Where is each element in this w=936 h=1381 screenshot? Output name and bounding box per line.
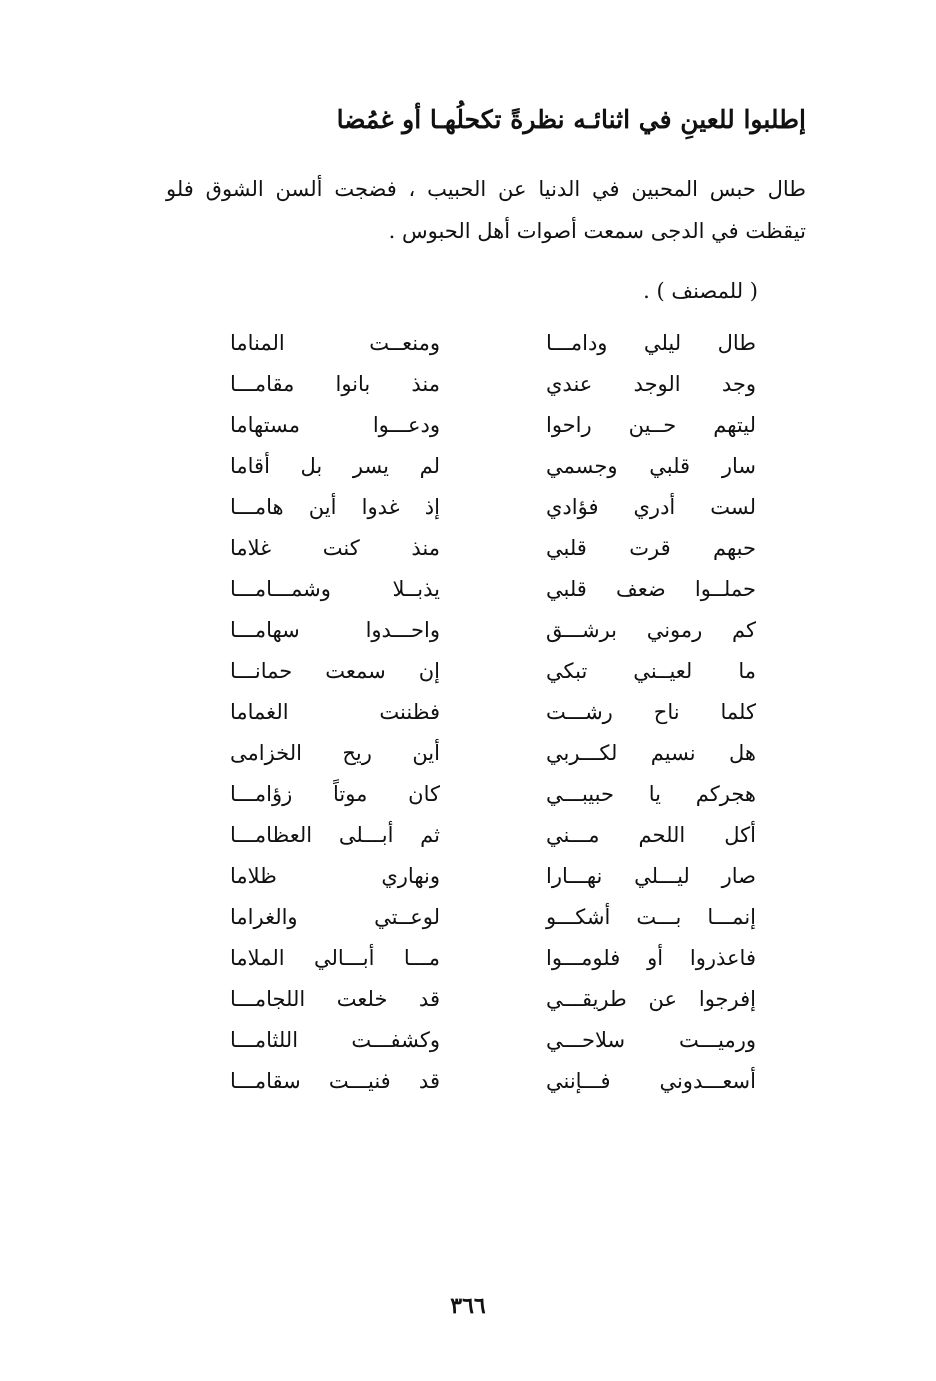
poem-title: إطلبوا للعينِ في اثنائـه نظرةً تكحلُهـا أو غمُضا xyxy=(336,105,806,134)
intro-paragraph: طال حبس المحبين في الدنيا عن الحبيب ، فضجت ألسن الشوق فلو تيقظت في الدجى سمعت أصوات أهل الحبوس . xyxy=(166,177,806,243)
verse-first-hemistich: فاعذروا أو فلومـــوا xyxy=(546,946,756,970)
verse-first-hemistich: ما لعيــني تبكي xyxy=(546,659,756,683)
verse-second-hemistich: ودعـــوا مستهاما xyxy=(230,413,440,437)
verse-first-hemistich: طال ليلي ودامـــا xyxy=(546,331,756,355)
verse-first-hemistich: حبهم قرت قلبي xyxy=(546,536,756,560)
verse-first-hemistich: هجركم يا حبيبـــي xyxy=(546,782,756,806)
verse-first-hemistich: لست أدري فؤادي xyxy=(546,495,756,519)
verse-second-hemistich: قد فنيـــت سقامـــا xyxy=(230,1069,440,1093)
poem xyxy=(0,323,936,1103)
verse-line xyxy=(0,938,936,979)
verse-second-hemistich: واحـــدوا سهامـــا xyxy=(230,618,440,642)
verse-second-hemistich: وكشفـــت اللثامـــا xyxy=(230,1028,440,1052)
verse-line xyxy=(0,323,936,364)
verse-line xyxy=(0,856,936,897)
attribution: ( للمصنف ) . xyxy=(643,279,758,303)
verse-line xyxy=(0,528,936,569)
verse-second-hemistich: قد خلعت اللجامـــا xyxy=(230,987,440,1011)
verse-line xyxy=(0,651,936,692)
verse-line xyxy=(0,364,936,405)
verse-first-hemistich: أكل اللحم مـــني xyxy=(546,823,756,847)
verse-second-hemistich: ثم أبـــلى العظامـــا xyxy=(230,823,440,847)
verse-first-hemistich: ورميـــت سلاحـــي xyxy=(546,1028,756,1052)
verse-first-hemistich: وجد الوجد عندي xyxy=(546,372,756,396)
verse-first-hemistich: كم رموني برشـــق xyxy=(546,618,756,642)
verse-second-hemistich: لوعــتي والغراما xyxy=(230,905,440,929)
verse-line xyxy=(0,446,936,487)
verse-line xyxy=(0,1020,936,1061)
verse-second-hemistich: مـــا أبـــالي الملاما xyxy=(230,946,440,970)
verse-second-hemistich: أين ريح الخزامى xyxy=(230,741,440,765)
verse-first-hemistich: كلما ناح رشـــت xyxy=(546,700,756,724)
verse-line xyxy=(0,610,936,651)
verse-second-hemistich: كان موتاً زؤامـــا xyxy=(230,782,440,806)
verse-second-hemistich: يذبــلا وشمـــامـــا xyxy=(230,577,440,601)
verse-second-hemistich: إذ غدوا أين هامـــا xyxy=(230,495,440,519)
verse-line xyxy=(0,569,936,610)
verse-first-hemistich: حملــوا ضعف قلبي xyxy=(546,577,756,601)
verse-first-hemistich: سار قلبي وجسمي xyxy=(546,454,756,478)
verse-line xyxy=(0,897,936,938)
verse-line xyxy=(0,774,936,815)
verse-second-hemistich: منذ كنت غلاما xyxy=(230,536,440,560)
verse-second-hemistich: فظننت الغماما xyxy=(230,700,440,724)
verse-first-hemistich: ليتهم حــين راحوا xyxy=(546,413,756,437)
verse-line xyxy=(0,815,936,856)
verse-line xyxy=(0,405,936,446)
verse-first-hemistich: هل نسيم لكـــربي xyxy=(546,741,756,765)
verse-second-hemistich: لم يسر بل أقاما xyxy=(230,454,440,478)
page-number: ٣٦٦ xyxy=(450,1293,486,1319)
verse-line xyxy=(0,979,936,1020)
verse-first-hemistich: صار ليـــلي نهـــارا xyxy=(546,864,756,888)
verse-first-hemistich: أسعـــدوني فـــإنني xyxy=(546,1069,756,1093)
verse-second-hemistich: ومنعــت المناما xyxy=(230,331,440,355)
verse-first-hemistich: إنمـــا بـــت أشكـــو xyxy=(546,905,756,929)
verse-first-hemistich: إفرجوا عن طريقـــي xyxy=(546,987,756,1011)
verse-line xyxy=(0,487,936,528)
verse-second-hemistich: ونهاري ظلاما xyxy=(230,864,440,888)
verse-line xyxy=(0,692,936,733)
verse-line xyxy=(0,1061,936,1102)
verse-line xyxy=(0,733,936,774)
verse-second-hemistich: منذ بانوا مقامـــا xyxy=(230,372,440,396)
verse-second-hemistich: إن سمعت حمانـــا xyxy=(230,659,440,683)
